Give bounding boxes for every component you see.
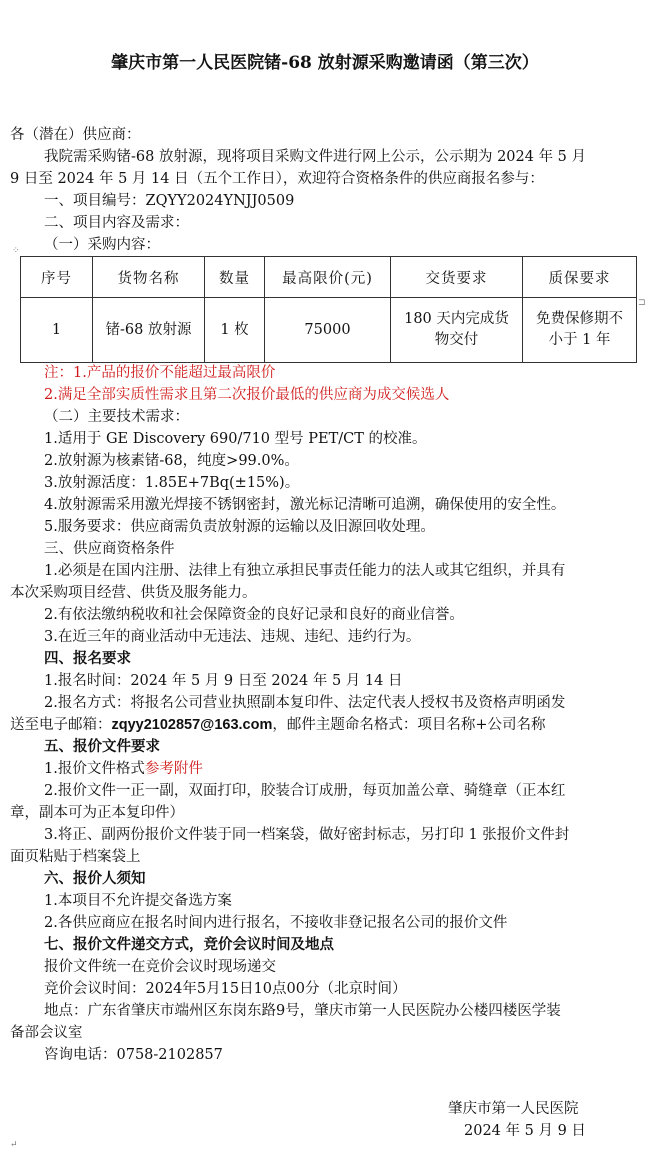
- tech-item: 2.放射源为核素锗-68，纯度>99.0%。: [44, 453, 299, 469]
- table-move-handle-icon: ⁘: [12, 246, 20, 256]
- page-title: 肇庆市第一人民医院锗-68 放射源采购邀请函（第三次）: [111, 53, 539, 73]
- section-1-project-number: 一、项目编号：ZQYY2024YNJJ0509: [44, 193, 295, 209]
- note-winning-rule: 2.满足全部实质性需求且第二次报价最低的供应商为成交候选人: [44, 387, 450, 403]
- notice-1: 1.本项目不允许提交备选方案: [44, 893, 232, 909]
- doc-copies-a: 2.报价文件一正一副，双面打印，胶装合订成册，每页加盖公章、骑缝章（正本红: [44, 783, 566, 799]
- registration-time: 1.报名时间：2024 年 5 月 9 日至 2024 年 5 月 14 日: [44, 673, 403, 689]
- header-qty: 数量: [205, 257, 265, 298]
- procurement-content-heading: （一）采购内容：: [44, 237, 160, 253]
- cell-delivery: 180 天内完成货 物交付: [391, 298, 523, 363]
- table-row: [21, 298, 637, 363]
- doc-format: 1.报价文件格式参考附件: [44, 761, 203, 777]
- section-5-heading: 五、报价文件要求: [44, 738, 160, 755]
- intro-line-2: 9 日至 2024 年 5 月 14 日（五个工作日），欢迎符合资格条件的供应商报名参与：: [10, 171, 544, 187]
- submission-method: 报价文件统一在竞价会议时现场递交: [44, 959, 276, 975]
- note-price-limit: 注：1.产品的报价不能超过最高限价: [44, 365, 276, 381]
- tech-item: 1.适用于 GE Discovery 690/710 型号 PET/CT 的校准。: [44, 431, 427, 447]
- section-6-heading: 六、报价人须知: [44, 870, 146, 887]
- table-resize-handle-icon: ⊐: [638, 298, 646, 308]
- qualification-2: 2.有依法缴纳税收和社会保障资金的良好记录和良好的商业信誉。: [44, 607, 464, 623]
- cell-qty: 1 枚: [205, 298, 265, 363]
- tech-item: 4.放射源需采用激光焊接不锈钢密封，激光标记清晰可追溯，确保使用的安全性。: [44, 497, 566, 513]
- header-price: 最高限价(元): [265, 257, 391, 298]
- header-name: 货物名称: [93, 257, 205, 298]
- tech-item: 3.放射源活度：1.85E+7Bq(±15%)。: [44, 475, 300, 491]
- meeting-location-a: 地点：广东省肇庆市端州区东岗东路9号，肇庆市第一人民医院办公楼四楼医学装: [44, 1003, 561, 1019]
- header-warranty: 质保要求: [523, 257, 637, 298]
- header-delivery: 交货要求: [391, 257, 523, 298]
- cell-price: 75000: [265, 298, 391, 363]
- qualification-3: 3.在近三年的商业活动中无违法、违规、违纪、违约行为。: [44, 629, 421, 645]
- tech-item: 5.服务要求：供应商需负责放射源的运输以及旧源回收处理。: [44, 519, 435, 535]
- meeting-time: 竞价会议时间：2024年5月15日10点00分（北京时间）: [44, 981, 407, 997]
- intro-line-1: 我院需采购锗-68 放射源，现将项目采购文件进行网上公示，公示期为 2024 年 5 月: [44, 149, 587, 165]
- cell-warranty: 免费保修期不 小于 1 年: [523, 298, 637, 363]
- signature-date: 2024 年 5 月 9 日: [464, 1123, 586, 1139]
- signature-organization: 肇庆市第一人民医院: [448, 1101, 579, 1117]
- qualification-1b: 本次采购项目经营、供货及服务能力。: [10, 585, 257, 601]
- registration-method-b: 送至电子邮箱：zqyy2102857@163.com，邮件主题命名格式：项目名称+公司名称: [10, 717, 546, 733]
- qualification-1a: 1.必须是在国内注册、法律上有独立承担民事责任能力的法人或其它组织，并具有: [44, 563, 566, 579]
- notice-2: 2.各供应商应在报名时间内进行报名，不接收非登记报名公司的报价文件: [44, 915, 508, 931]
- email-address: zqyy2102857@163.com: [111, 717, 273, 733]
- registration-method-a: 2.报名方式：将报名公司营业执照副本复印件、法定代表人授权书及资格声明函发: [44, 695, 566, 711]
- meeting-location-b: 备部会议室: [10, 1025, 83, 1041]
- contact-phone: 咨询电话：0758-2102857: [44, 1047, 223, 1063]
- section-2-heading: 二、项目内容及需求：: [44, 215, 189, 231]
- procurement-table: [20, 256, 637, 363]
- section-3-heading: 三、供应商资格条件: [44, 541, 175, 557]
- section-7-heading: 七、报价文件递交方式，竞价会议时间及地点: [44, 936, 334, 953]
- attachment-link[interactable]: 参考附件: [144, 761, 203, 777]
- salutation: 各（潜在）供应商：: [10, 127, 141, 143]
- doc-envelope-b: 面页粘贴于档案袋上: [10, 849, 141, 865]
- paragraph-mark-icon: ↵: [10, 1140, 18, 1150]
- header-no: 序号: [21, 257, 93, 298]
- section-4-heading: 四、报名要求: [44, 650, 131, 667]
- doc-copies-b: 章，副本可为正本复印件）: [10, 805, 184, 821]
- tech-requirements-heading: （二）主要技术需求：: [44, 409, 189, 425]
- cell-name: 锗-68 放射源: [93, 298, 205, 363]
- table-header-row: [21, 257, 637, 298]
- doc-envelope-a: 3.将正、副两份报价文件装于同一档案袋，做好密封标志，另打印 1 张报价文件封: [44, 827, 570, 843]
- cell-no: 1: [21, 298, 93, 363]
